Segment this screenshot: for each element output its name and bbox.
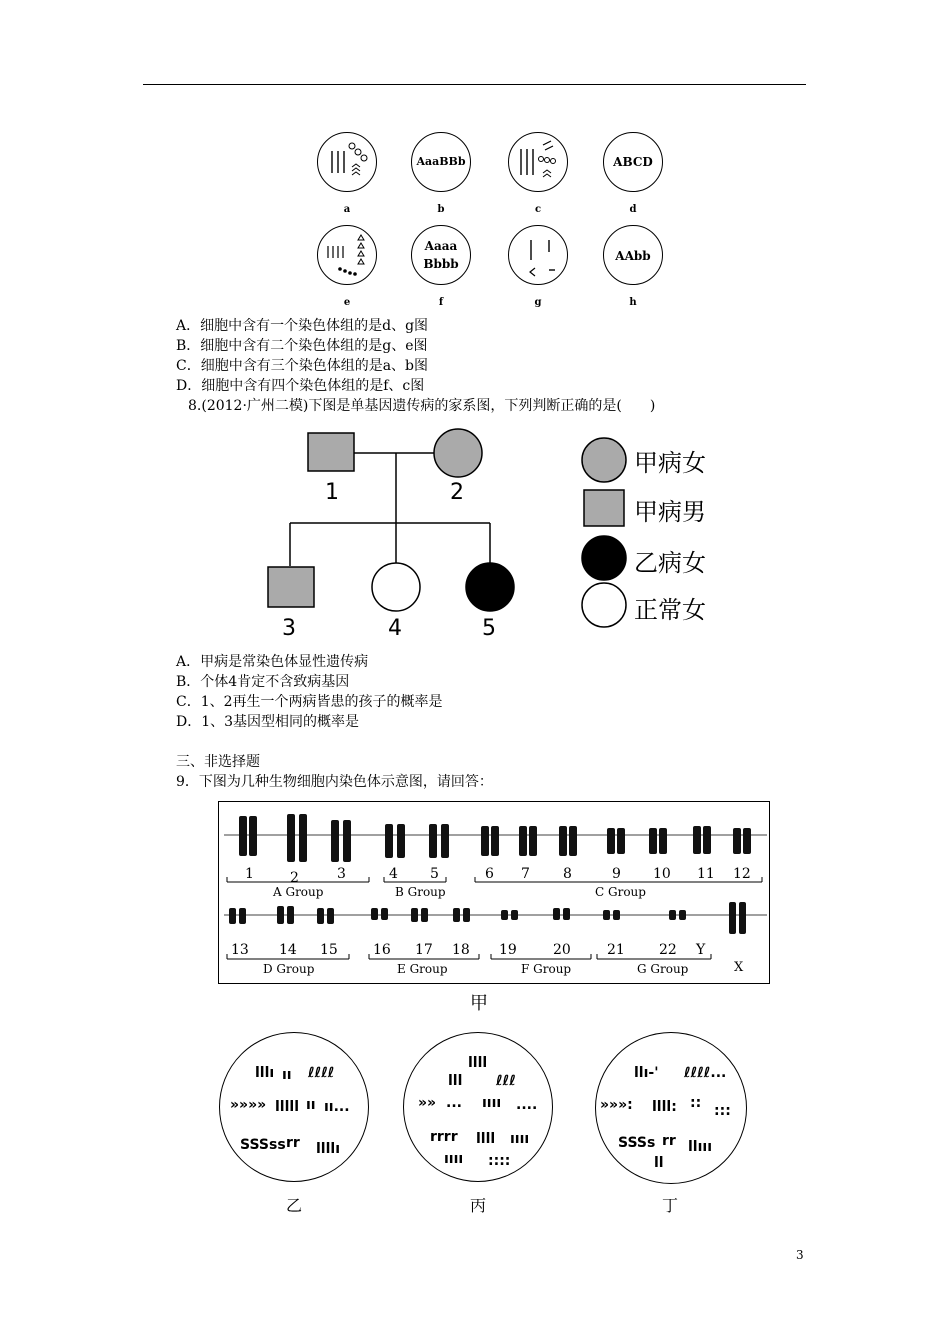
svg-text:ıııı: ıııı — [510, 1131, 530, 1147]
karyo-num-10: 10 — [653, 866, 671, 882]
karyo-num-21: 21 — [607, 942, 625, 958]
cell-circle-bing — [403, 1032, 553, 1182]
svg-text:ıı: ıı — [306, 1097, 316, 1113]
cell-h-text: AAbb — [615, 249, 651, 263]
karyo-num-4: 4 — [389, 866, 398, 882]
karyo-chromosome-r1-21 — [703, 826, 711, 854]
cell-label-a: a — [343, 204, 351, 215]
karyo-num-12: 12 — [733, 866, 751, 882]
q7-option-c: C．细胞中含有三个染色体组的是a、b图 — [176, 358, 429, 374]
cell-label-b: b — [437, 204, 445, 215]
karyo-num-2: 2 — [290, 870, 299, 886]
karyo-chromosome-r2-19 — [679, 910, 686, 920]
legend-symbol-yi-female — [582, 536, 626, 580]
svg-text:ıı: ıı — [282, 1067, 292, 1083]
karyo-chromosome-r2-13 — [511, 910, 518, 920]
karyo-chromosome-r2-11 — [463, 908, 470, 922]
karyo-chromosome-r2-1 — [239, 908, 246, 924]
karyo-num-15: 15 — [320, 942, 338, 958]
cell-caption-bing: 丙 — [469, 1196, 486, 1215]
svg-text:llll: llll — [468, 1055, 488, 1071]
chromosome-set-yi — [220, 1033, 368, 1181]
cell-h — [603, 225, 663, 285]
legend-label-jia-female: 甲病女 — [634, 449, 706, 477]
karyo-num-11: 11 — [697, 866, 715, 882]
svg-text:ıı...: ıı... — [324, 1099, 350, 1115]
q8-option-a: A．甲病是常染色体显性遗传病 — [176, 654, 369, 670]
karyo-chromosome-r1-1 — [249, 816, 257, 856]
karyo-chromosome-r1-12 — [519, 826, 527, 856]
karyo-chromosome-r2-9 — [421, 908, 428, 922]
karyo-chromosome-r1-18 — [649, 828, 657, 854]
svg-text:llııı: llııı — [688, 1139, 712, 1155]
cell-g — [508, 225, 568, 285]
pedigree-label-1: 1 — [325, 480, 339, 505]
karyo-chromosome-r1-4 — [331, 820, 339, 862]
karyotype-caption: 甲 — [470, 993, 488, 1014]
karyo-chromosome-r1-13 — [529, 826, 537, 856]
karyo-chromosome-r1-19 — [659, 828, 667, 854]
section-heading: 三、非选择题 — [176, 754, 260, 770]
svg-text:lllll: lllll — [275, 1099, 299, 1115]
svg-text:ıııı: ıııı — [444, 1151, 464, 1167]
svg-text:rr: rr — [286, 1135, 300, 1151]
karyo-group-g: G Group — [637, 962, 689, 976]
karyo-chromosome-r1-8 — [429, 824, 437, 858]
svg-text:ll: ll — [654, 1155, 664, 1171]
pedigree-individual-2 — [434, 429, 482, 477]
svg-text:ıııı: ıııı — [482, 1095, 502, 1111]
karyo-chromosome-r1-11 — [491, 826, 499, 856]
pedigree-individual-3 — [268, 567, 314, 607]
karyo-chromosome-r1-22 — [733, 828, 741, 854]
karyo-chromosome-r2-12 — [501, 910, 508, 920]
cell-label-d: d — [629, 204, 637, 215]
pedigree-label-2: 2 — [450, 480, 464, 505]
cell-a — [317, 132, 377, 192]
svg-text:::: :: — [690, 1095, 702, 1111]
chromosome-set-bing — [404, 1033, 552, 1181]
svg-text:....: .... — [516, 1097, 538, 1113]
karyo-group-c: C Group — [595, 885, 646, 899]
cell-label-h: h — [629, 297, 637, 308]
karyo-chromosome-r2-16 — [603, 910, 610, 920]
karyo-chromosome-r1-14 — [559, 826, 567, 856]
cell-b-text: AaaBBb — [416, 155, 466, 168]
svg-text:»»: »» — [418, 1095, 437, 1111]
chromosome-diagram-g — [509, 226, 569, 286]
legend-symbol-jia-female — [582, 438, 626, 482]
cell-label-f: f — [438, 297, 444, 308]
karyo-num-13: 13 — [231, 942, 249, 958]
karyo-chromosome-r2-0 — [229, 908, 236, 924]
cell-circle-ding — [595, 1032, 747, 1184]
cell-d-text: ABCD — [613, 155, 653, 169]
karyotype-figure — [218, 801, 770, 984]
karyo-chromosome-r1-10 — [481, 826, 489, 856]
karyo-num-20: 20 — [553, 942, 571, 958]
karyo-chromosome-r2-17 — [613, 910, 620, 920]
karyo-num-14: 14 — [279, 942, 297, 958]
svg-text:rr: rr — [662, 1133, 676, 1149]
karyo-chromosome-r2-2 — [277, 906, 284, 924]
cell-b — [411, 132, 471, 192]
pedigree-individual-1 — [308, 433, 354, 471]
karyo-chromosome-r1-7 — [397, 824, 405, 858]
q9-stem: 9．下图为几种生物细胞内染色体示意图，请回答： — [176, 774, 493, 790]
legend-label-normal-female: 正常女 — [634, 596, 706, 624]
cell-d — [603, 132, 663, 192]
svg-text:...: ... — [446, 1095, 462, 1111]
karyo-num-17: 17 — [415, 942, 433, 958]
svg-text:lll: lll — [448, 1073, 463, 1089]
karyo-chromosome-r2-21 — [739, 902, 746, 934]
svg-text:ℓℓℓℓ: ℓℓℓℓ — [308, 1065, 335, 1081]
karyo-chromosome-r1-20 — [693, 826, 701, 854]
karyo-num-7: 7 — [521, 866, 530, 882]
karyo-chromosome-r1-2 — [287, 814, 295, 862]
karyo-chromosome-r1-16 — [607, 828, 615, 854]
cell-c — [508, 132, 568, 192]
q7-option-b: B．细胞中含有二个染色体组的是g、e图 — [176, 338, 428, 354]
karyo-chromosome-r2-10 — [453, 908, 460, 922]
karyo-chromosome-r1-17 — [617, 828, 625, 854]
pedigree-label-3: 3 — [282, 616, 296, 641]
svg-text:»»»»: »»»» — [230, 1097, 267, 1113]
svg-text:llllı: llllı — [316, 1141, 340, 1157]
karyo-chromosome-r2-3 — [287, 906, 294, 924]
q8-option-d: D．1、3基因型相同的概率是 — [176, 714, 360, 730]
karyo-chromosome-r2-4 — [317, 908, 324, 924]
karyo-num-y: Y — [696, 942, 706, 958]
svg-text:::::: :::: — [488, 1153, 511, 1169]
header-rule — [143, 84, 806, 85]
chromosome-set-ding — [596, 1033, 746, 1183]
svg-text:»»»:: »»»: — [600, 1097, 633, 1113]
q7-option-a: A．细胞中含有一个染色体组的是d、g图 — [176, 318, 429, 334]
q7-option-d: D．细胞中含有四个染色体组的是f、c图 — [176, 378, 425, 394]
karyo-chromosome-r2-14 — [553, 908, 560, 920]
karyo-chromosome-r2-5 — [327, 908, 334, 924]
karyo-group-d: D Group — [263, 962, 315, 976]
karyo-chromosome-r1-3 — [299, 814, 307, 862]
karyo-num-19: 19 — [499, 942, 517, 958]
svg-text:llll:: llll: — [652, 1099, 677, 1115]
cell-label-g: g — [534, 297, 542, 308]
cell-f-text-line1: Aaaa — [424, 239, 458, 253]
karyo-num-16: 16 — [373, 942, 391, 958]
cell-caption-ding: 丁 — [661, 1196, 678, 1215]
q8-stem: 8.(2012·广州二模)下图是单基因遗传病的家系图，下列判断正确的是( ) — [188, 398, 656, 414]
svg-text::::: ::: — [714, 1103, 731, 1119]
karyo-chromosome-r1-23 — [743, 828, 751, 854]
karyo-x-label: X — [734, 960, 744, 975]
chromosome-diagram-e — [318, 226, 378, 286]
karyo-num-22: 22 — [659, 942, 677, 958]
karyo-num-1: 1 — [245, 866, 254, 882]
karyo-num-5: 5 — [430, 866, 439, 882]
karyo-chromosome-r1-6 — [385, 824, 393, 858]
karyo-chromosome-r1-0 — [239, 816, 247, 856]
q8-option-b: B．个体4肯定不含致病基因 — [176, 674, 350, 690]
karyo-num-6: 6 — [485, 866, 494, 882]
pedigree-individual-5 — [466, 563, 514, 611]
pedigree-label-4: 4 — [388, 616, 402, 641]
legend-label-yi-female: 乙病女 — [634, 549, 706, 577]
karyo-num-8: 8 — [563, 866, 572, 882]
chromosome-diagram-a — [318, 133, 378, 193]
karyo-group-f: F Group — [521, 962, 572, 976]
karyo-chromosome-r2-15 — [563, 908, 570, 920]
svg-text:ℓℓℓ: ℓℓℓ — [496, 1073, 516, 1089]
svg-text:llı-': llı-' — [634, 1065, 659, 1081]
legend-label-jia-male: 甲病男 — [634, 498, 706, 526]
svg-text:SSSs: SSSs — [618, 1135, 656, 1151]
legend-symbol-jia-male — [584, 490, 624, 526]
karyo-num-3: 3 — [337, 866, 346, 882]
q8-option-c: C．1、2再生一个两病皆患的孩子的概率是 — [176, 694, 443, 710]
svg-text:SSSss: SSSss — [240, 1137, 286, 1153]
karyo-chromosome-r2-20 — [729, 902, 736, 934]
cell-f — [411, 225, 471, 285]
svg-text:rrrr: rrrr — [430, 1129, 458, 1145]
cell-label-c: c — [534, 204, 542, 215]
chromosome-diagram-c — [509, 133, 569, 193]
karyo-chromosome-r1-5 — [343, 820, 351, 862]
svg-text:ℓℓℓℓ...: ℓℓℓℓ... — [684, 1065, 727, 1081]
cell-e — [317, 225, 377, 285]
svg-text:lllı: lllı — [255, 1065, 275, 1081]
pedigree-label-5: 5 — [482, 616, 496, 641]
karyo-chromosome-r1-9 — [441, 824, 449, 858]
karyo-chromosome-r2-18 — [669, 910, 676, 920]
karyo-group-e: E Group — [397, 962, 448, 976]
karyo-chromosome-r2-6 — [371, 908, 378, 920]
legend-symbol-normal-female — [582, 583, 626, 627]
karyo-num-18: 18 — [452, 942, 470, 958]
svg-text:llll: llll — [476, 1131, 496, 1147]
karyo-num-9: 9 — [612, 866, 621, 882]
cell-f-text-line2: Bbbb — [423, 257, 459, 271]
karyo-chromosome-r2-7 — [381, 908, 388, 920]
cell-caption-yi: 乙 — [285, 1196, 302, 1215]
karyo-group-b: B Group — [395, 885, 446, 899]
cell-circle-yi — [219, 1032, 369, 1182]
cell-label-e: e — [343, 297, 351, 308]
pedigree-individual-4 — [372, 563, 420, 611]
karyo-chromosome-r1-15 — [569, 826, 577, 856]
page-number: 3 — [796, 1248, 804, 1262]
karyo-chromosome-r2-8 — [411, 908, 418, 922]
karyo-group-a: A Group — [273, 885, 324, 899]
